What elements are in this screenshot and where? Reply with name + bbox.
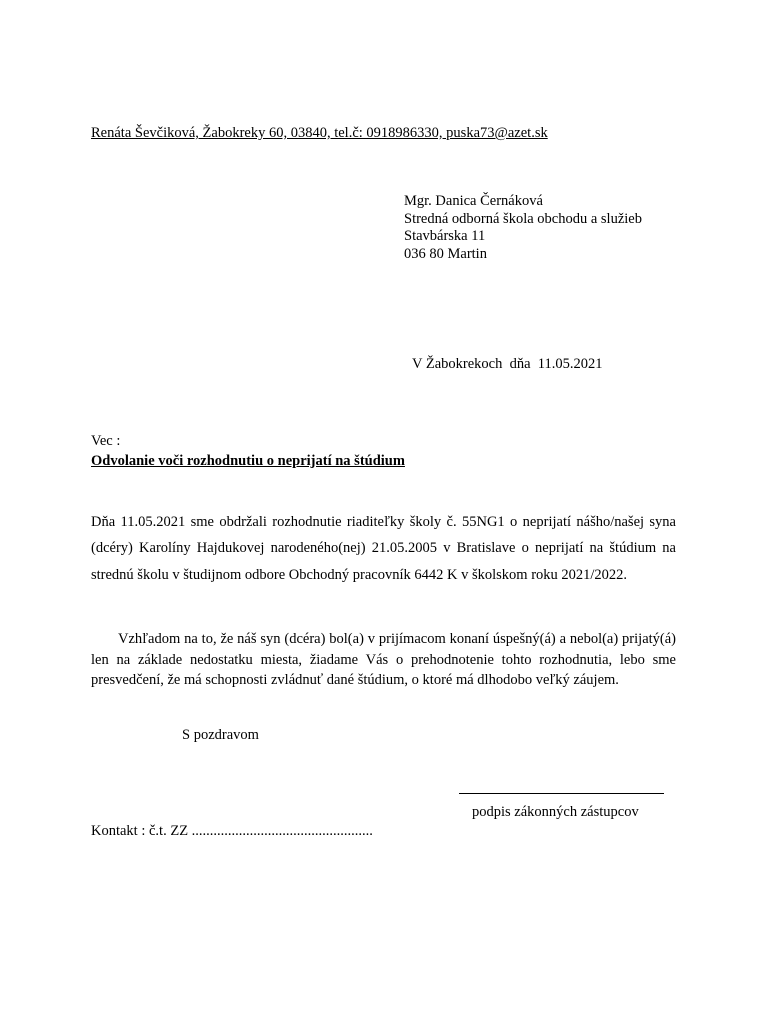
recipient-address: [404, 193, 642, 263]
recipient-city: 036 80 Martin: [404, 245, 487, 262]
subject-title: Odvolanie voči rozhodnutiu o neprijatí na štúdium: [91, 453, 405, 469]
recipient-name: Mgr. Danica Černáková: [404, 193, 543, 209]
sender-line: Renáta Ševčiková, Žabokreky 60, 03840, tel.č: 0918986330, puska73@azet.sk: [91, 125, 548, 141]
signature-label: podpis zákonných zástupcov: [472, 804, 639, 820]
place-date: V Žabokrekoch dňa 11.05.2021: [412, 356, 603, 372]
body-paragraph-1: Dňa 11.05.2021 sme obdržali rozhodnutie riaditeľky školy č. 55NG1 o neprijatí nášho/našej syna (dcéry) Karolíny Hajdukovej narodeného(nej) 21.05.2005 v Bratislave o neprijatí na štúdium na strednú školu v študijnom odbore Obchodný pracovník 6442 K v školskom roku 2021/2022.: [91, 514, 676, 583]
signature-line: [459, 793, 664, 794]
closing-greeting: S pozdravom: [182, 727, 259, 743]
recipient-school: Stredná odborná škola obchodu a služieb: [404, 210, 642, 227]
recipient-street: Stavbárska 11: [404, 228, 486, 244]
body-paragraph-2: Vzhľadom na to, že náš syn (dcéra) bol(a) v prijímacom konaní úspešný(á) a nebol(a) prijatý(á) len na základe nedostatku miesta, žiadame Vás o prehodnotenie tohto rozhodnutia, lebo sme presvedčení, že má schopnosti zvládnuť dané štúdium, o ktoré má dlhodobo veľký záujem.: [91, 631, 676, 688]
subject-label: Vec :: [91, 433, 121, 449]
contact-line: Kontakt : č.t. ZZ ..................................................: [91, 823, 373, 839]
